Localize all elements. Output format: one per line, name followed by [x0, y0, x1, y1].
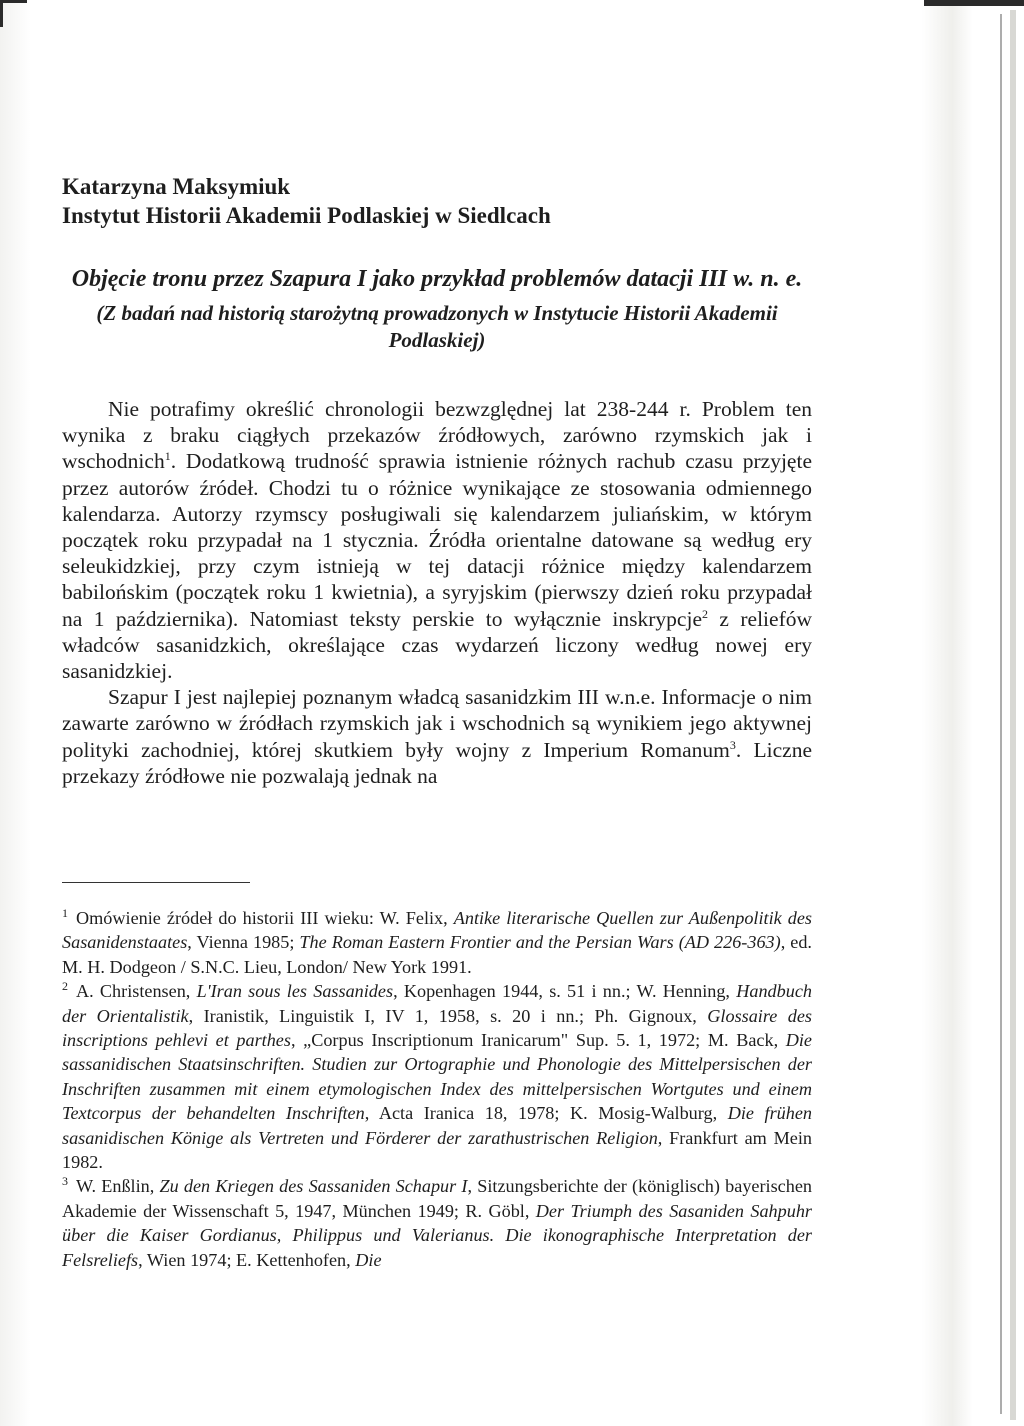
footnote-text: , „Corpus Inscriptionum Iranicarum" Sup. 5. 1, 1972; M. Back, [290, 1030, 786, 1051]
footnote-text: W. Enßlin, [76, 1176, 160, 1197]
footnote-1 [62, 906, 812, 979]
footnote-title: Die [355, 1249, 382, 1270]
paragraph-2 [62, 684, 812, 789]
paragraph-1-text-b: . Dodatkową trudność sprawia istnienie różnych rachub czasu przyjęte przez autorów źródeł. Chodzi tu o różnice wynikające ze stosowania odmiennego kalendarza. Autorzy rzymscy posługiwali się kalendarzem juliańskim, w którym początek roku przypadał na 1 stycznia. Źródła orientalne datowane są według ery seleukidzkiej, przy czym istnieją w tej datacji różnice między kalendarzem babilońskim (początek roku 1 kwietnia), a syryjskim (pierwszy dzień roku przypadał na 1 października). Natomiast teksty perskie to wyłącznie inskrypcje [62, 449, 812, 631]
footnote-text: A. Christensen, [76, 981, 197, 1002]
article-title: Objęcie tronu przez Szapura I jako przykład problemów datacji III w. n. e. [71, 266, 803, 292]
paragraph-1-text-a: Nie potrafimy określić chronologii bezwzględnej lat 238-244 r. Problem ten wynika z braku ciągłych przekazów źródłowych, zarówno rzymskich jak i wschodnich [62, 397, 812, 474]
footnote-ref-1: 1 [164, 449, 171, 464]
article-subtitle: (Z badań nad historią starożytną prowadzonych w Instytucie Historii Akademii Podlaskiej) [96, 301, 778, 352]
author-affiliation: Instytut Historii Akademii Podlaskiej w Siedlcach [62, 203, 551, 228]
footnote-title: Die sassanidischen Staatsinschriften. Studien zur Ortographie und Phonologie des Mittelpersischen der Inschriften zusammen mit einem etymologischen Index des mittelpersischen Wortgutes und einem Textcorpus der behandelten Inschriften [62, 1030, 812, 1124]
footnote-text: , Frankfurt am Mein 1982. [62, 1127, 812, 1173]
footnote-text: , Wien 1974; E. Kettenhofen, [138, 1249, 356, 1270]
footnote-text: , ed. M. H. Dodgeon / S.N.C. Lieu, London/ New York 1991. [62, 932, 812, 977]
footnote-2 [62, 979, 812, 1174]
scan-corner-mark [0, 0, 27, 27]
footnote-text: , Kopenhagen 1944, s. 51 i nn.; W. Henning, [393, 981, 737, 1002]
footnote-title: Die frühen sasanidischen Könige als Vertreten und Förderer der zarathustrischen Religion [62, 1103, 812, 1148]
footnote-title: Handbuch der Orientalistik [62, 981, 813, 1026]
footnote-text: , Vienna 1985; [187, 932, 300, 953]
paragraph-1-text-c: z reliefów władców sasanidzkich, określające czas wydarzeń liczony według nowej ery sasanidzkiej. [62, 606, 813, 684]
footnote-1-number: 1 [62, 905, 68, 920]
footnote-title: L'Iran sous les Sassanides [196, 981, 394, 1002]
article-content [62, 172, 812, 789]
footnote-title: Antike literarische Quellen zur Außenpolitik des Sasanidenstaates [62, 908, 812, 953]
binding-line [1000, 14, 1002, 1414]
footnote-2-number: 2 [62, 979, 68, 994]
article-body [62, 396, 812, 789]
footnote-title: Der Triumph des Sasaniden Sahpuhr über die Kaiser Gordianus, Philippus und Valerianus. Die ikonographische Interpretation der Felsreliefs [62, 1200, 813, 1270]
scan-edge-mark [924, 0, 1024, 6]
footnote-title: The Roman Eastern Frontier and the Persian Wars (AD 226-363) [299, 932, 781, 953]
author-name: Katarzyna Maksymiuk [62, 174, 291, 199]
paragraph-2-text-b: . Liczne przekazy źródłowe nie pozwalają jednak na [62, 737, 812, 788]
footnote-3 [62, 1174, 812, 1272]
footnote-text: Omówienie źródeł do historii III wieku: W. Felix, [76, 908, 454, 928]
footnote-text: , Sitzungsberichte der (königlisch) bayerischen Akademie der Wissenschaft 5, 1947, München 1949; R. Göbl, [62, 1176, 812, 1221]
footnote-ref-3: 3 [729, 737, 736, 752]
footnote-3-number: 3 [62, 1174, 68, 1189]
footnote-text: , Iranistik, Linguistik I, IV 1, 1958, s. 20 i nn.; Ph. Gignoux, [188, 1005, 708, 1026]
paragraph-2-text-a: Szapur I jest najlepiej poznanym władcą sasanidzkim III w.n.e. Informacje o nim zawarte zarówno w źródłach rzymskich jak i wschodnich są wynikiem jego aktywnej polityki zachodniej, której skutkiem były wojny z Imperium Romanum [62, 685, 812, 762]
footnote-separator [62, 882, 250, 883]
page-edge-shadow [1010, 10, 1016, 1420]
footnote-title: Zu den Kriegen des Sassaniden Schapur I [159, 1176, 468, 1197]
footnote-title: Glossaire des inscriptions pehlevi et parthes [62, 1005, 813, 1051]
footnotes [62, 906, 812, 1272]
footnote-ref-2: 2 [702, 606, 708, 621]
paragraph-1 [62, 396, 812, 684]
footnote-text: , Acta Iranica 18, 1978; K. Mosig-Walburg, [364, 1103, 728, 1124]
